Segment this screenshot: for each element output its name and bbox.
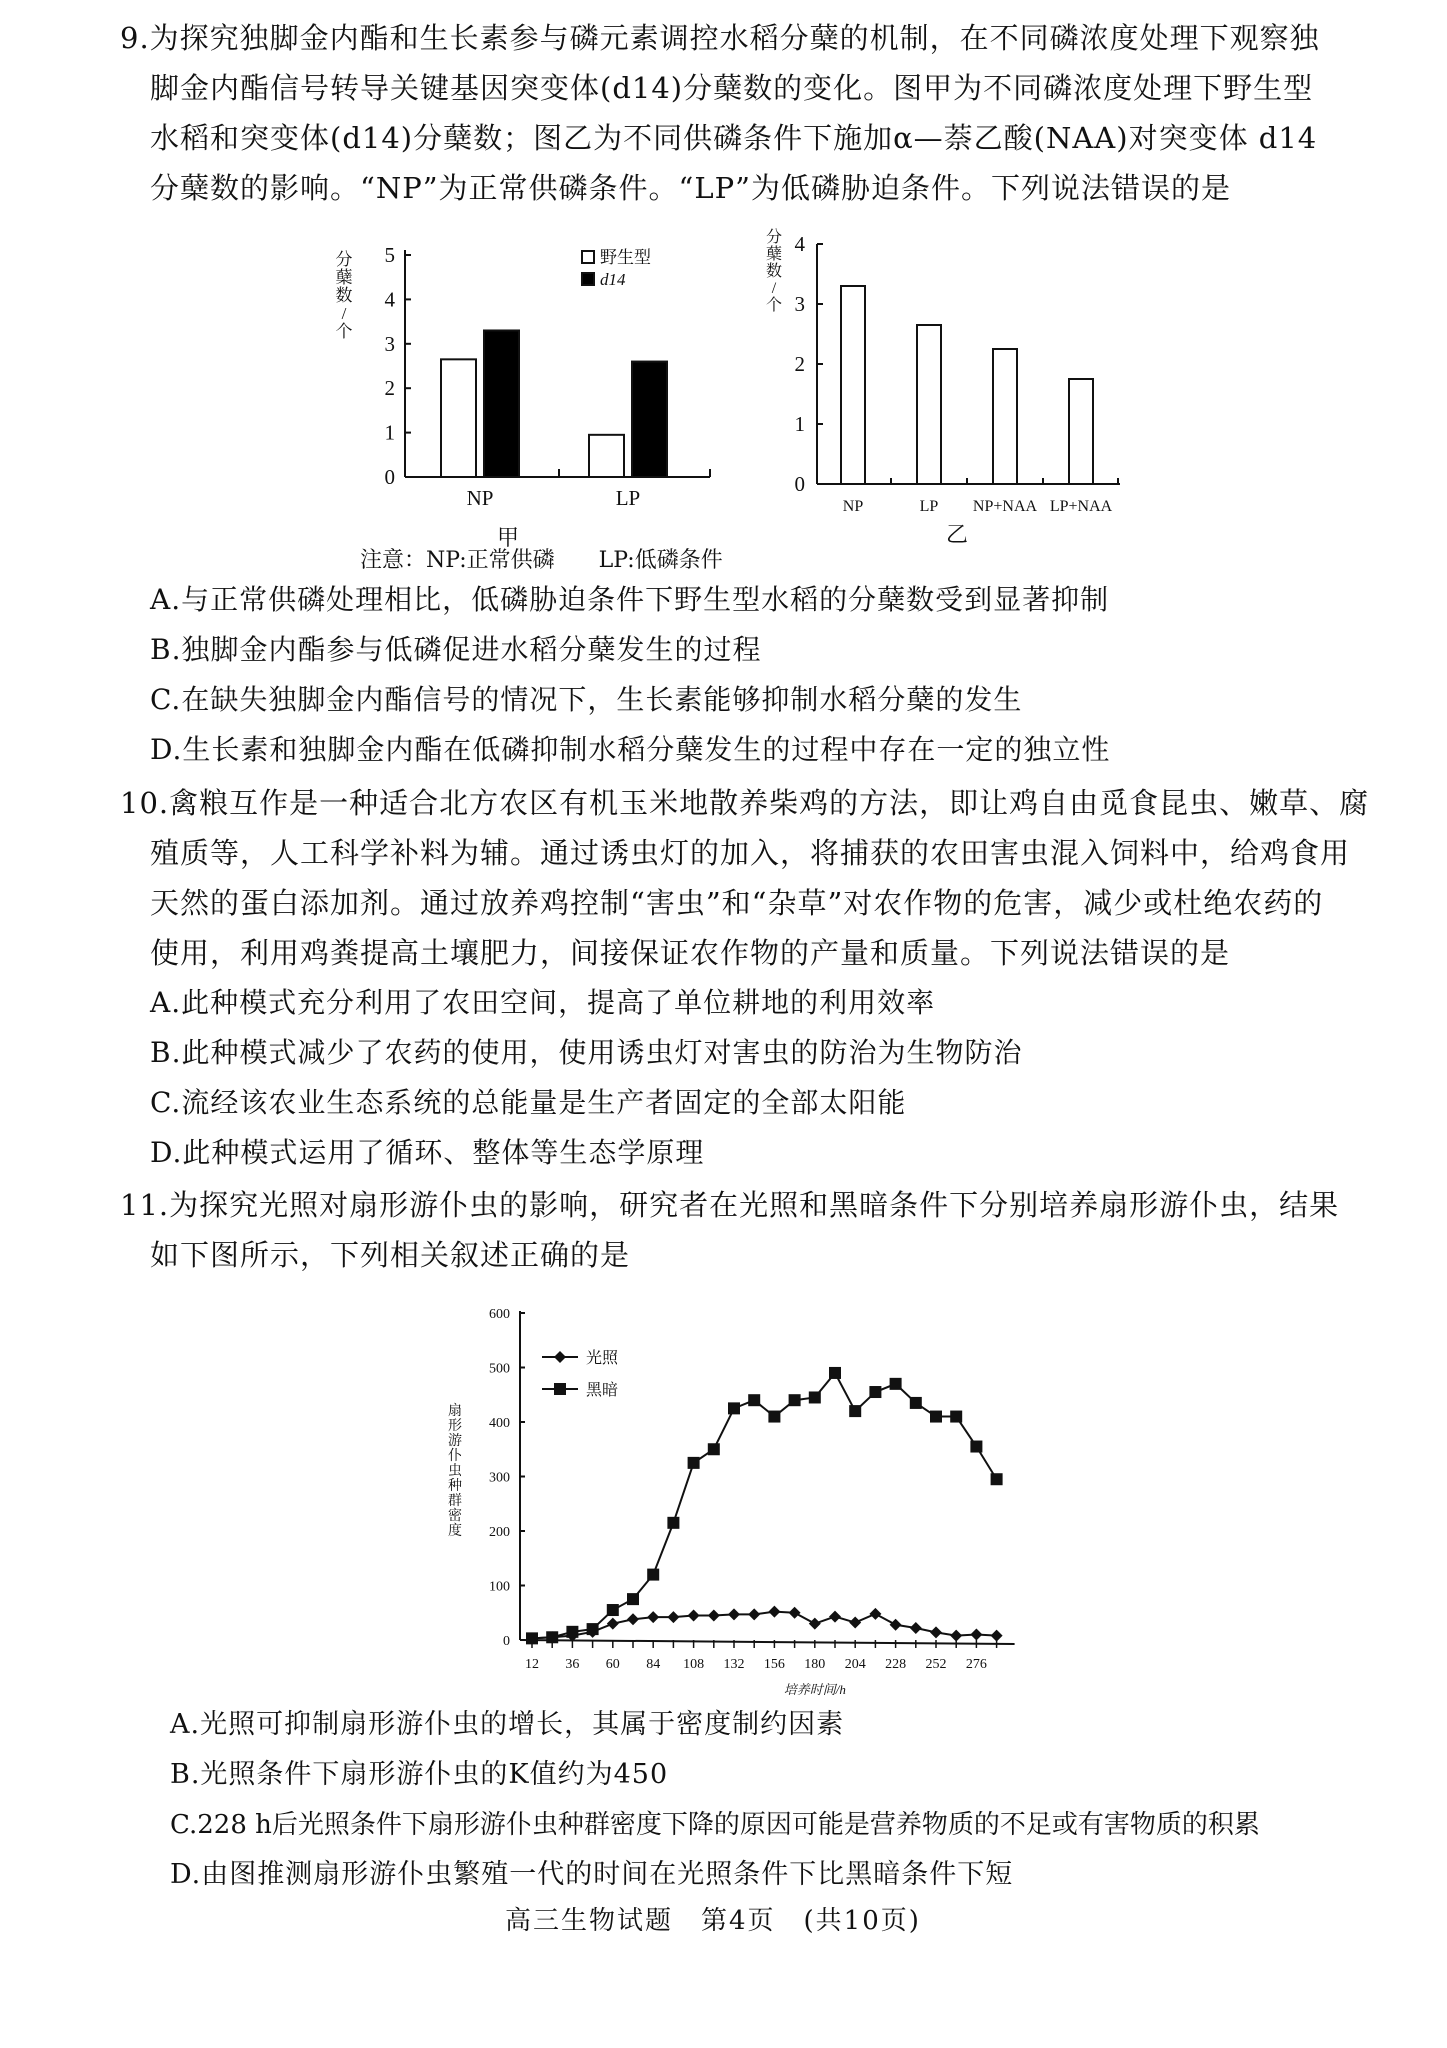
y-axis-label-char: 数: [765, 263, 783, 280]
x-tick-label: 60: [605, 1657, 620, 1672]
y-axis-label-char: 蘖: [335, 268, 353, 287]
point-黑暗: [748, 1394, 760, 1406]
chart-line: [420, 1295, 1140, 1705]
point-黑暗: [627, 1593, 639, 1605]
y-axis-label-char: 密: [448, 1509, 462, 1524]
x-tick-label: NP: [842, 498, 864, 515]
y-axis-label-char: 个: [765, 297, 783, 314]
x-tick-label: 36: [565, 1657, 580, 1672]
point-黑暗: [910, 1397, 922, 1409]
point-光照: [809, 1618, 821, 1630]
x-tick-label: 252: [925, 1657, 947, 1672]
chart-yi: [760, 222, 1160, 547]
chart-title: 甲: [496, 525, 520, 550]
q9-option-b: B.独脚金内酯参与低磷促进水稻分蘖发生的过程: [150, 633, 762, 666]
y-axis-label-char: 仆: [448, 1449, 462, 1464]
bar-d14-LP: [632, 362, 667, 477]
q9-option-d: D.生长素和独脚金内酯在低磷抑制水稻分蘖发生的过程中存在一定的独立性: [150, 733, 1111, 766]
point-光照: [728, 1608, 740, 1620]
point-光照: [950, 1630, 962, 1642]
point-光照: [991, 1630, 1003, 1642]
y-tick-label: 2: [794, 352, 805, 376]
bar-NP: [841, 286, 865, 484]
q9-stem-line: 分蘖数的影响。“NP”为正常供磷条件。“LP”为低磷胁迫条件。下列说法错误的是: [150, 171, 1231, 205]
y-tick-label: 400: [489, 1416, 510, 1431]
point-黑暗: [789, 1394, 801, 1406]
point-光照: [829, 1611, 841, 1623]
q9-chart-note: 注意：NP:正常供磷 LP:低磷条件: [360, 548, 723, 573]
x-tick-label: 180: [804, 1657, 826, 1672]
point-黑暗: [849, 1405, 861, 1417]
legend-label: 野生型: [600, 248, 651, 267]
point-光照: [849, 1617, 861, 1629]
x-axis: [520, 1640, 1015, 1644]
point-黑暗: [809, 1391, 821, 1403]
point-黑暗: [768, 1411, 780, 1423]
y-tick-label: 600: [489, 1307, 510, 1322]
y-tick-label: 100: [489, 1579, 510, 1595]
x-tick-label: 204: [844, 1657, 866, 1672]
point-黑暗: [526, 1632, 538, 1644]
q9-stem-line: 9.为探究独脚金内酯和生长素参与磷元素调控水稻分蘖的机制，在不同磷浓度处理下观察独: [120, 21, 1320, 55]
y-axis-label-char: /: [771, 280, 777, 297]
x-tick-label: 156: [763, 1657, 785, 1672]
bar-野生型-LP: [589, 435, 624, 477]
y-axis-label-char: 扇: [448, 1404, 462, 1419]
q10-stem-line: 使用，利用鸡粪提高土壤肥力，间接保证农作物的产量和质量。下列说法错误的是: [150, 936, 1231, 970]
point-光照: [748, 1608, 760, 1620]
series-line-光照: [532, 1612, 997, 1639]
chart-title: 乙: [945, 522, 969, 547]
point-光照: [647, 1611, 659, 1623]
q9-option-a: A.与正常供磷处理相比，低磷胁迫条件下野生型水稻的分蘖数受到显著抑制: [150, 583, 1110, 616]
y-tick-label: 500: [489, 1361, 510, 1377]
y-tick-label: 1: [384, 420, 395, 445]
y-tick-label: 2: [384, 376, 395, 401]
point-黑暗: [688, 1457, 700, 1469]
x-tick-label: 132: [723, 1657, 745, 1672]
point-黑暗: [970, 1441, 982, 1453]
x-tick-label: 276: [965, 1657, 987, 1672]
q11-option-b: B.光照条件下扇形游仆虫的K值约为450: [170, 1759, 669, 1790]
point-黑暗: [647, 1569, 659, 1581]
y-axis-label-char: /: [341, 304, 347, 323]
q10-option-a: A.此种模式充分利用了农田空间，提高了单位耕地的利用效率: [150, 986, 936, 1019]
y-axis-label-char: 蘖: [765, 246, 783, 263]
y-tick-label: 0: [794, 472, 805, 496]
point-黑暗: [566, 1626, 578, 1638]
q11-stem-line: 11.为探究光照对扇形游仆虫的影响，研究者在光照和黑暗条件下分别培养扇形游仆虫，结果: [120, 1188, 1340, 1222]
point-光照: [869, 1608, 881, 1620]
q9-option-c: C.在缺失独脚金内酯信号的情况下，生长素能够抑制水稻分蘖的发生: [150, 683, 1023, 716]
bar-LP+NAA: [1069, 379, 1093, 484]
point-黑暗: [667, 1517, 679, 1529]
y-axis-label-char: 群: [448, 1494, 462, 1509]
y-axis-label-char: 种: [448, 1479, 462, 1494]
point-黑暗: [587, 1623, 599, 1635]
y-axis-label: [766, 228, 782, 314]
q11-option-d: D.由图推测扇形游仆虫繁殖一代的时间在光照条件下比黑暗条件下短: [170, 1859, 1014, 1890]
point-光照: [768, 1606, 780, 1618]
q9-stem-line: 脚金内酯信号转导关键基因突变体(d14)分蘖数的变化。图甲为不同磷浓度处理下野生型: [150, 71, 1314, 105]
legend-swatch: [582, 251, 594, 263]
y-axis-label-char: 虫: [448, 1464, 462, 1479]
point-光照: [688, 1609, 700, 1621]
point-光照: [708, 1609, 720, 1621]
q11-option-c: C.228 h后光照条件下扇形游仆虫种群密度下降的原因可能是营养物质的不足或有害物质的积累: [170, 1810, 1260, 1840]
y-tick-label: 3: [794, 292, 805, 316]
legend-marker: [554, 1351, 566, 1363]
point-光照: [607, 1618, 619, 1630]
bar-NP+NAA: [993, 349, 1017, 484]
y-axis-label-char: 游: [448, 1434, 462, 1449]
y-tick-label: 0: [384, 465, 395, 489]
x-tick-label: LP: [919, 498, 939, 515]
y-axis-label-char: 分: [335, 250, 353, 269]
q10-stem-line: 10.禽粮互作是一种适合北方农区有机玉米地散养柴鸡的方法，即让鸡自由觅食昆虫、嫩草、腐: [120, 786, 1370, 820]
y-tick-label: 1: [794, 412, 805, 436]
y-tick-label: 200: [489, 1525, 510, 1540]
point-光照: [789, 1607, 801, 1619]
x-tick-label: LP: [615, 486, 641, 510]
legend-label: d14: [600, 270, 626, 289]
point-黑暗: [607, 1604, 619, 1616]
legend-swatch: [582, 273, 594, 285]
x-tick-label: 12: [525, 1657, 539, 1672]
x-tick-label: 228: [885, 1657, 907, 1672]
series-line-黑暗: [532, 1373, 997, 1638]
point-黑暗: [930, 1411, 942, 1423]
bar-d14-NP: [484, 330, 519, 477]
point-黑暗: [890, 1378, 902, 1390]
y-tick-label: 5: [384, 243, 395, 267]
point-光照: [667, 1611, 679, 1623]
point-黑暗: [991, 1473, 1003, 1485]
x-tick-label: LP+NAA: [1049, 498, 1113, 515]
q10-stem-line: 殖质等，人工科学补料为辅。通过诱虫灯的加入，将捕获的农田害虫混入饲料中，给鸡食用: [150, 836, 1351, 870]
x-tick-label: 108: [683, 1657, 705, 1672]
y-tick-label: 300: [489, 1470, 510, 1486]
point-光照: [970, 1629, 982, 1641]
point-光照: [890, 1619, 902, 1631]
y-axis-label: [448, 1402, 462, 1539]
q10-option-d: D.此种模式运用了循环、整体等生态学原理: [150, 1136, 705, 1169]
y-tick-label: 3: [384, 331, 395, 356]
point-光照: [627, 1613, 639, 1625]
q11-option-a: A.光照可抑制扇形游仆虫的增长，其属于密度制约因素: [170, 1709, 845, 1740]
point-黑暗: [546, 1631, 558, 1643]
q9-stem-line: 水稻和突变体(d14)分蘖数；图乙为不同供磷条件下施加α—萘乙酸(NAA)对突变体 d14: [150, 121, 1318, 155]
bar-LP: [917, 325, 941, 484]
x-tick-label: 84: [646, 1657, 661, 1672]
point-光照: [930, 1626, 942, 1638]
q11-stem-line: 如下图所示，下列相关叙述正确的是: [150, 1238, 631, 1272]
x-tick-label: NP: [466, 486, 494, 510]
y-axis-label: [336, 250, 353, 341]
page-footer: 高三生物试题 第4页 (共10页): [505, 1906, 921, 1936]
legend-marker: [554, 1383, 566, 1395]
point-黑暗: [950, 1411, 962, 1423]
y-axis-label-char: 分: [765, 229, 783, 246]
y-tick-label: 4: [384, 287, 395, 312]
point-黑暗: [728, 1402, 740, 1414]
legend-label: 黑暗: [586, 1382, 619, 1399]
point-光照: [910, 1622, 922, 1634]
point-黑暗: [708, 1443, 720, 1455]
x-tick-label: NP+NAA: [972, 498, 1038, 515]
q10-option-c: C.流经该农业生态系统的总能量是生产者固定的全部太阳能: [150, 1086, 907, 1119]
point-黑暗: [829, 1367, 841, 1379]
y-tick-label: 0: [503, 1634, 510, 1649]
y-tick-label: 4: [794, 232, 805, 256]
y-axis-label-char: 形: [448, 1419, 462, 1434]
y-axis-label-char: 数: [335, 286, 353, 305]
chart-jia: [330, 225, 770, 555]
legend-label: 光照: [586, 1350, 619, 1367]
q10-stem-line: 天然的蛋白添加剂。通过放养鸡控制“害虫”和“杂草”对农作物的危害，减少或杜绝农药的: [150, 886, 1324, 920]
bar-野生型-NP: [441, 359, 476, 477]
y-axis-label-char: 度: [448, 1524, 462, 1539]
q10-option-b: B.此种模式减少了农药的使用，使用诱虫灯对害虫的防治为生物防治: [150, 1036, 1023, 1069]
y-axis-label-char: 个: [335, 322, 353, 341]
x-axis-label: 培养时间/h: [783, 1682, 846, 1697]
point-黑暗: [869, 1386, 881, 1398]
